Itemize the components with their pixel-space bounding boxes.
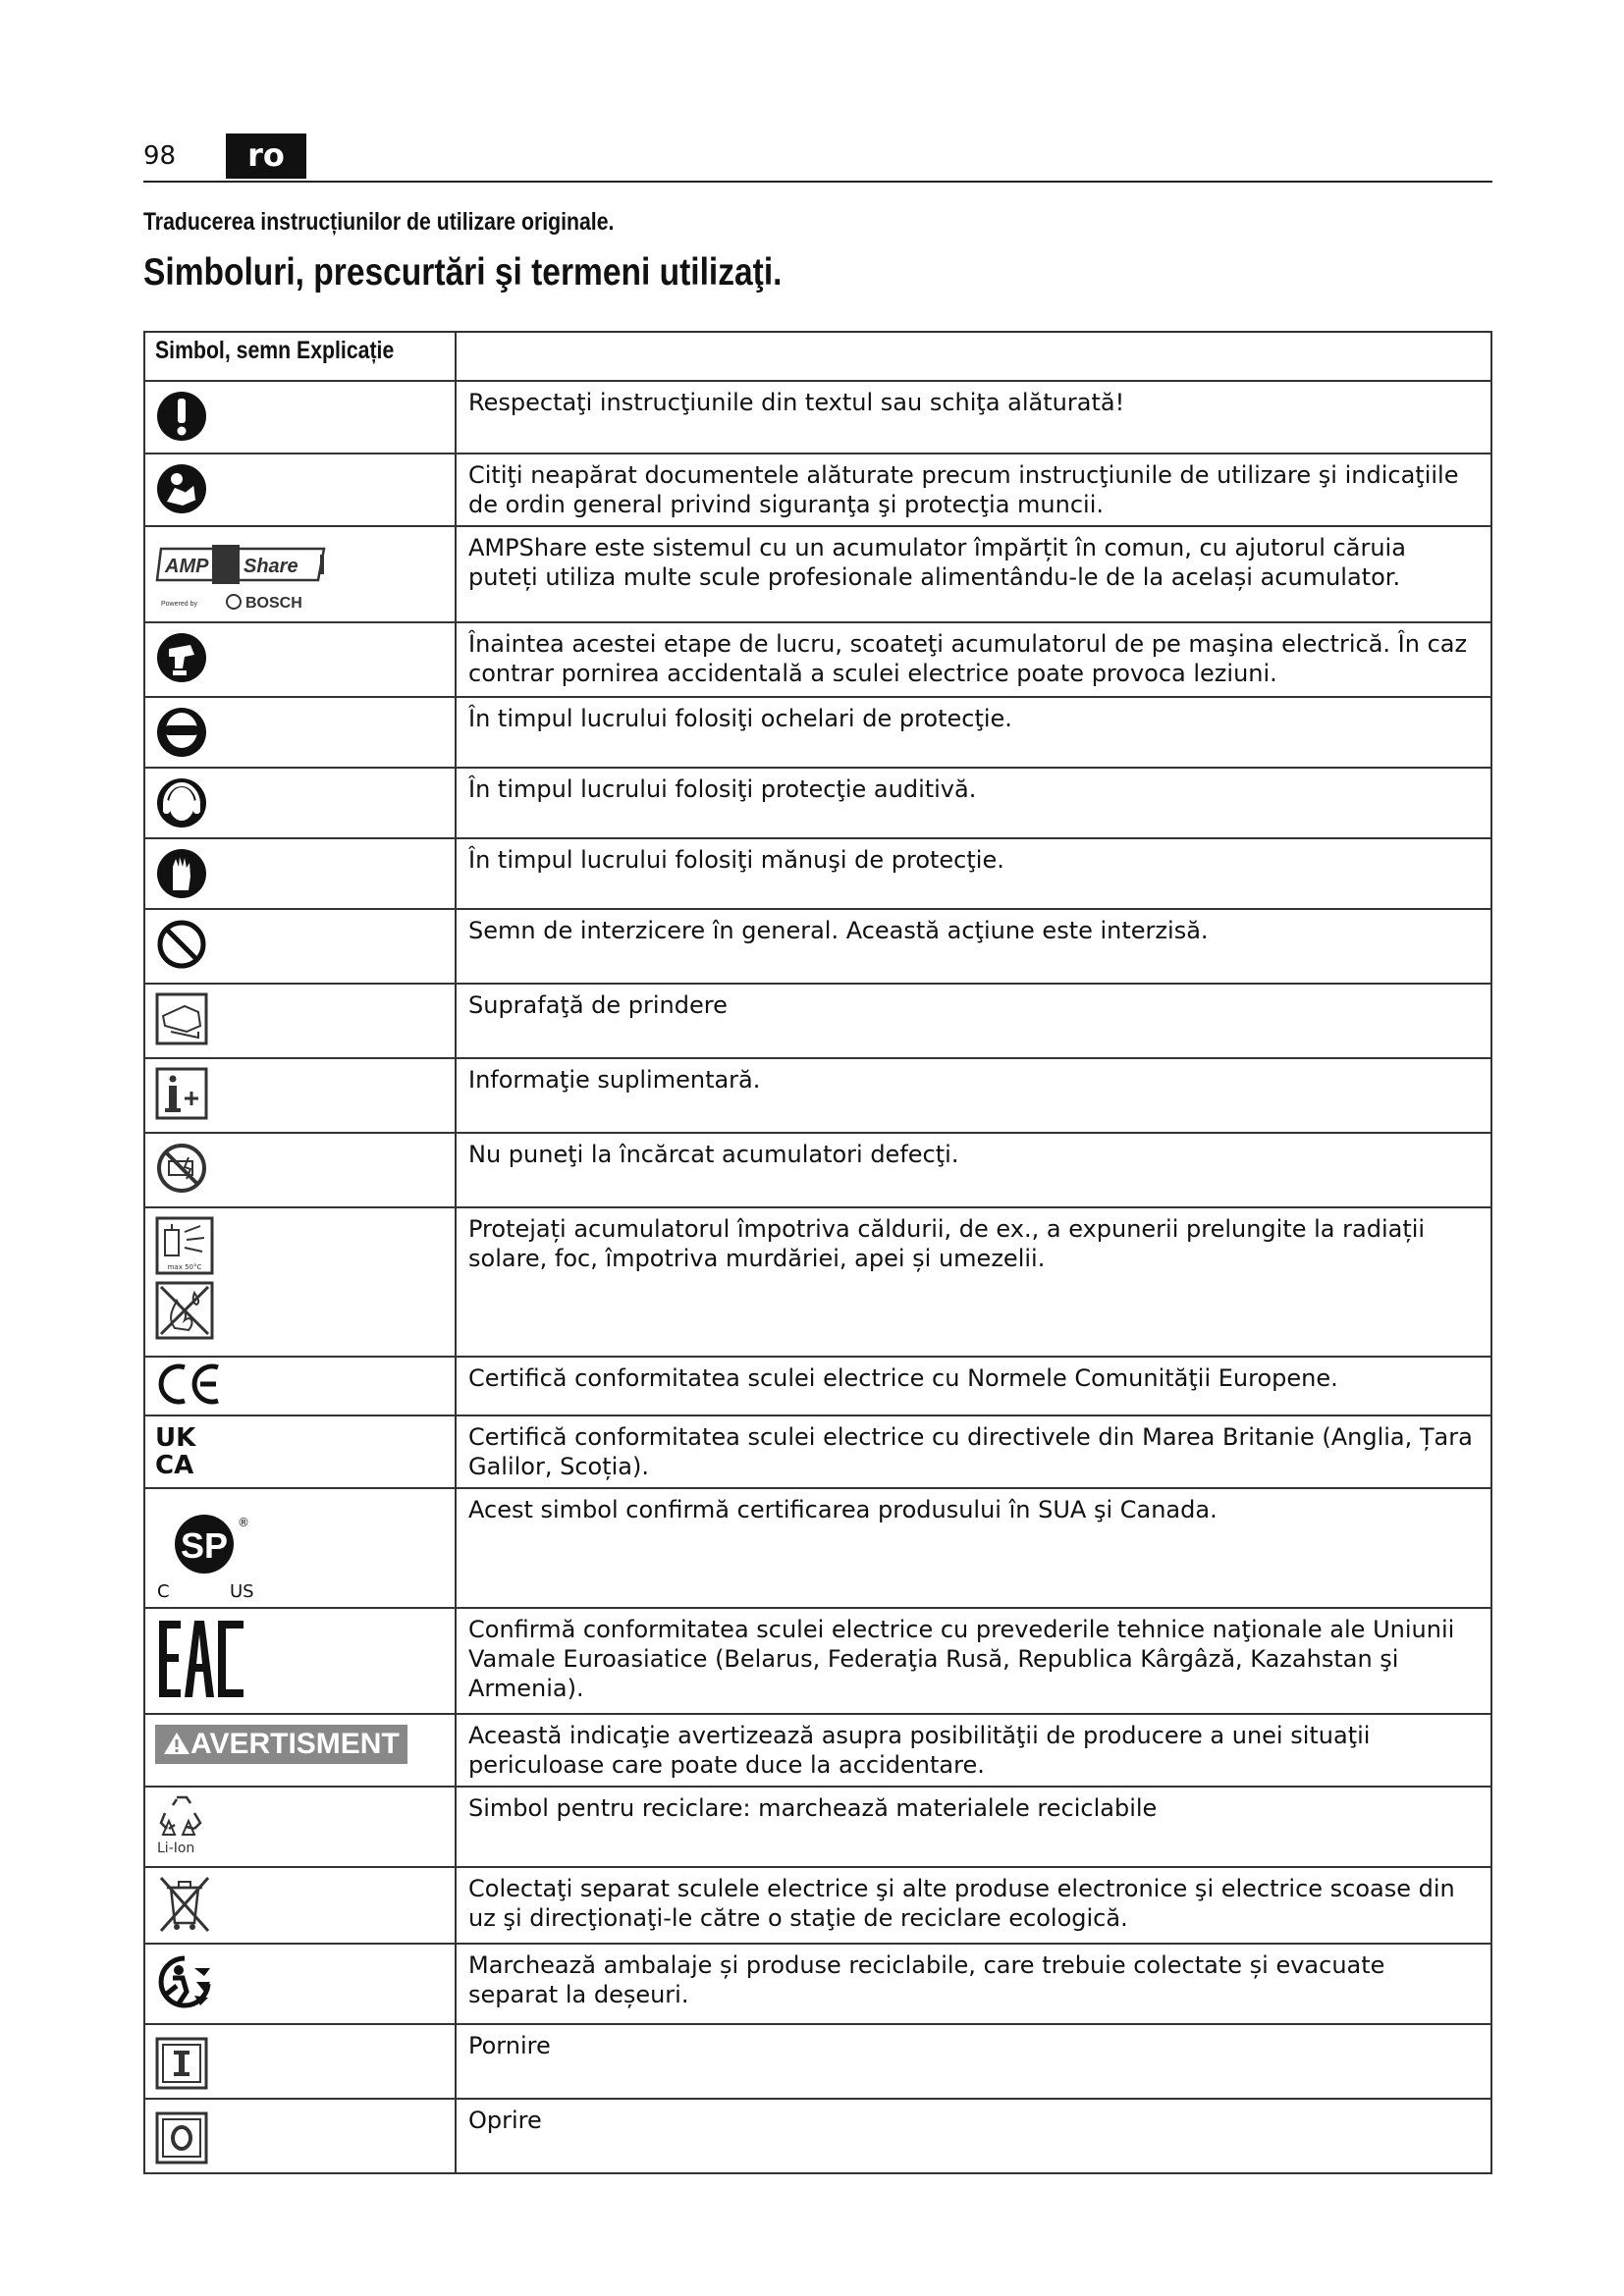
table-row <box>144 1357 1491 1415</box>
table-row <box>144 1207 1491 1357</box>
explanation-cell: Nu puneţi la încărcat acumulatori defecţi. <box>456 1133 1491 1207</box>
page-title: Simboluri, prescurtări şi termeni utilizaţi. <box>143 251 783 294</box>
svg-text:C: C <box>157 1581 170 1599</box>
power-on-icon <box>155 2037 208 2090</box>
table-row <box>144 1058 1491 1133</box>
explanation-cell: Marchează ambalaje și produse reciclabile, care trebuie colectate și evacuate separat la deșeuri. <box>456 1944 1491 2024</box>
prohibition-icon <box>155 918 208 971</box>
hearing-protection-icon <box>155 776 208 829</box>
symbol-cell <box>144 909 456 984</box>
table-row <box>144 1133 1491 1207</box>
explanation-cell: Citiţi neapărat documentele alăturate precum instrucţiunile de utilizare şi indicaţiile de ordin general privind siguranţa şi protecţia muncii. <box>456 454 1491 526</box>
table-row <box>144 1787 1491 1867</box>
symbol-cell <box>144 1488 456 1608</box>
svg-text:Share: Share <box>244 556 298 577</box>
symbol-cell <box>144 526 456 622</box>
symbol-cell <box>144 1608 456 1714</box>
weee-bin-icon <box>155 1874 214 1935</box>
symbol-cell <box>144 381 456 454</box>
table-row <box>144 909 1491 984</box>
explanation-cell: Acest simbol confirmă certificarea produsului în SUA şi Canada. <box>456 1488 1491 1608</box>
table-row <box>144 1488 1491 1608</box>
svg-text:US: US <box>230 1581 254 1599</box>
symbol-cell <box>144 1787 456 1867</box>
triman-icon <box>155 1952 216 2013</box>
gloves-icon <box>155 847 208 900</box>
svg-text:BOSCH: BOSCH <box>245 595 302 612</box>
explanation-cell: În timpul lucrului folosiţi mănuşi de protecţie. <box>456 838 1491 909</box>
explanation-cell: Oprire <box>456 2099 1491 2173</box>
grip-surface-icon <box>155 992 208 1045</box>
no-defective-battery-icon <box>155 1142 208 1195</box>
svg-text:AMP: AMP <box>165 556 209 577</box>
symbols-table <box>143 331 1492 2174</box>
battery-fire-water-protection-icon <box>155 1281 214 1340</box>
read-manual-icon <box>155 462 208 515</box>
explanation-cell: În timpul lucrului folosiţi ochelari de protecţie. <box>456 697 1491 768</box>
page-header <box>143 132 1492 183</box>
svg-text:®: ® <box>238 1516 249 1529</box>
table-header-row <box>144 332 1491 381</box>
table-row <box>144 1415 1491 1488</box>
battery-heat-protection-icon <box>155 1216 214 1275</box>
symbol-cell <box>144 1415 456 1488</box>
symbol-cell <box>144 1133 456 1207</box>
csa-mark-icon <box>155 1497 273 1599</box>
page-number: 98 <box>143 141 177 171</box>
exclamation-icon <box>155 390 208 443</box>
table-row <box>144 2099 1491 2173</box>
symbol-cell <box>144 454 456 526</box>
table-row <box>144 622 1491 697</box>
explanation-cell: Certifică conformitatea sculei electrice cu directivele din Marea Britanie (Anglia, Țara Galilor, Scoția). <box>456 1415 1491 1488</box>
table-row <box>144 768 1491 838</box>
explanation-cell: Suprafaţă de prindere <box>456 984 1491 1058</box>
table-row <box>144 454 1491 526</box>
explanation-cell: Semn de interzicere în general. Această acţiune este interzisă. <box>456 909 1491 984</box>
symbol-cell <box>144 622 456 697</box>
column-header-explanation <box>456 332 1491 381</box>
max-temperature-label: max 50°C <box>167 1263 202 1271</box>
symbol-cell <box>144 984 456 1058</box>
explanation-cell: Confirmă conformitatea sculei electrice cu prevederile tehnice naţionale ale Uniunii Vamale Euroasiatice (Belarus, Federaţia Rusă, Republica Kârgâză, Kazahstan şi Armenia). <box>456 1608 1491 1714</box>
explanation-cell: Colectaţi separat sculele electrice şi alte produse electronice şi electrice scoase din uz şi direcţionaţi-le către o staţie de reciclare ecologică. <box>456 1867 1491 1944</box>
warning-triangle-icon <box>163 1732 190 1755</box>
power-off-icon <box>155 2111 208 2164</box>
document-subtitle: Traducerea instrucțiunilor de utilizare originale. <box>143 208 615 236</box>
ce-mark-icon <box>155 1362 224 1407</box>
table-row <box>144 697 1491 768</box>
eac-mark-icon <box>155 1617 253 1701</box>
column-header-symbol: Simbol, semn Explicație <box>144 332 456 381</box>
symbol-cell <box>144 2099 456 2173</box>
table-row <box>144 526 1491 622</box>
ukca-mark-icon <box>155 1420 214 1479</box>
warning-label-text: AVERTISMENT <box>190 1728 400 1760</box>
symbol-cell <box>144 1207 456 1357</box>
warning-label <box>155 1725 407 1764</box>
explanation-cell: Această indicaţie avertizează asupra posibilităţii de producere a unei situaţii periculoase care poate duce la accidentare. <box>456 1714 1491 1787</box>
table-row <box>144 381 1491 454</box>
table-row <box>144 1944 1491 2024</box>
symbol-cell <box>144 838 456 909</box>
table-row <box>144 1714 1491 1787</box>
explanation-cell: Pornire <box>456 2024 1491 2099</box>
symbol-cell <box>144 1714 456 1787</box>
explanation-cell: Respectaţi instrucţiunile din textul sau schiţa alăturată! <box>456 381 1491 454</box>
explanation-cell: Simbol pentru reciclare: marchează materialele reciclabile <box>456 1787 1491 1867</box>
table-row <box>144 1867 1491 1944</box>
symbol-cell <box>144 1058 456 1133</box>
svg-text:CA: CA <box>155 1451 194 1479</box>
symbol-cell <box>144 1357 456 1415</box>
svg-text:SP: SP <box>180 1525 229 1566</box>
svg-text:UK: UK <box>155 1423 196 1453</box>
symbol-cell <box>144 1944 456 2024</box>
explanation-cell: AMPShare este sistemul cu un acumulator împărțit în comun, cu ajutorul căruia puteți utiliza multe scule profesionale alimentându-le de la același acumulator. <box>456 526 1491 622</box>
table-row <box>144 984 1491 1058</box>
table-row <box>144 1608 1491 1714</box>
table-row <box>144 838 1491 909</box>
symbol-cell <box>144 1867 456 1944</box>
explanation-cell: În timpul lucrului folosiţi protecţie auditivă. <box>456 768 1491 838</box>
explanation-cell: Informaţie suplimentară. <box>456 1058 1491 1133</box>
recycling-li-ion-icon <box>155 1791 214 1856</box>
info-icon <box>155 1067 208 1120</box>
remove-battery-icon <box>155 631 208 684</box>
ampshare-logo <box>155 535 332 614</box>
symbol-cell <box>144 2024 456 2099</box>
symbol-cell <box>144 697 456 768</box>
explanation-cell: Protejați acumulatorul împotriva căldurii, de ex., a expunerii prelungite la radiații solare, foc, împotriva murdăriei, apei și umezelii. <box>456 1207 1491 1357</box>
explanation-cell: Înaintea acestei etape de lucru, scoateţi acumulatorul de pe maşina electrică. În caz contrar pornirea accidentală a sculei electrice poate provoca leziuni. <box>456 622 1491 697</box>
symbol-cell <box>144 768 456 838</box>
table-row <box>144 2024 1491 2099</box>
svg-text:Powered by: Powered by <box>161 601 197 608</box>
svg-text:Li-Ion: Li-Ion <box>157 1841 195 1856</box>
safety-goggles-icon <box>155 706 208 759</box>
language-badge: ro <box>226 133 306 179</box>
explanation-cell: Certifică conformitatea sculei electrice cu Normele Comunităţii Europene. <box>456 1357 1491 1415</box>
